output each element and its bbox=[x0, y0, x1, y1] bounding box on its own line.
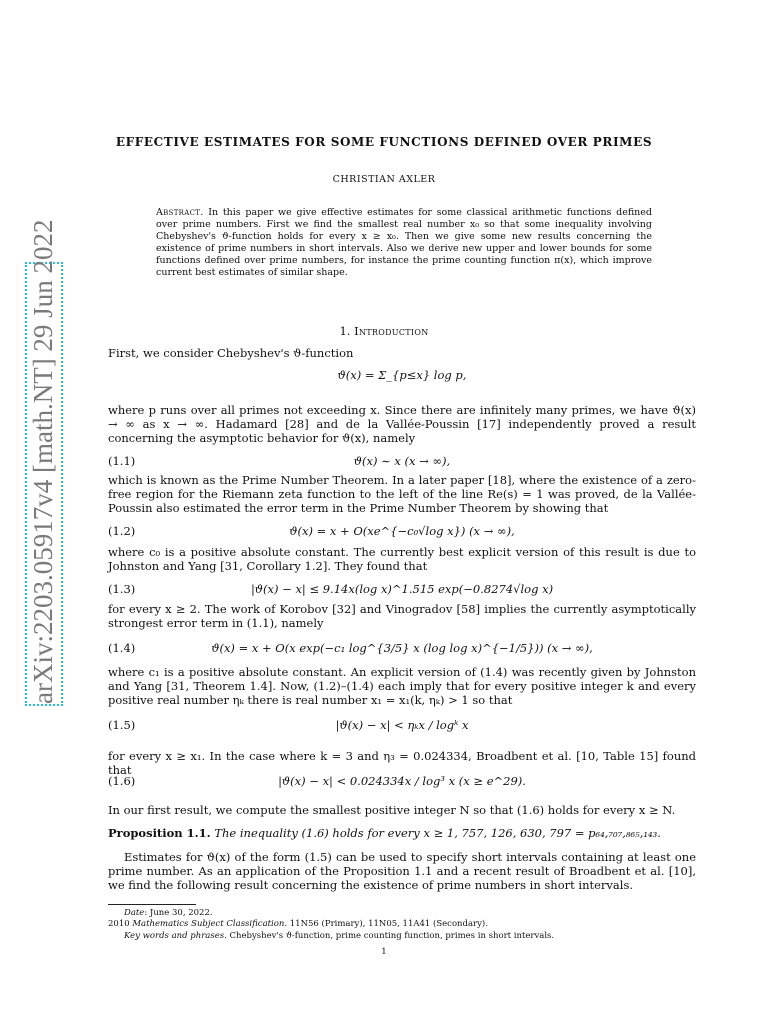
equation-number: (1.4) bbox=[108, 641, 136, 655]
footnote-date bbox=[124, 908, 694, 919]
paragraph-7: for every x ≥ x₁. In the case where k = 3 and η₃ = 0.024334, Broadbent et al. [10, Table 15] found that bbox=[108, 749, 696, 777]
footnote-msc bbox=[108, 919, 678, 930]
section-title: Introduction bbox=[354, 324, 429, 338]
page-number: 1 bbox=[381, 947, 387, 957]
equation-body: |ϑ(x) − x| ≤ 9.14x(log x)^1.515 exp(−0.8274√log x) bbox=[250, 582, 554, 596]
author-name: CHRISTIAN AXLER bbox=[332, 174, 436, 185]
equation-1-5 bbox=[108, 718, 696, 742]
equation-body: |ϑ(x) − x| < ηₖx / logᵏ x bbox=[335, 718, 469, 732]
equation-body: |ϑ(x) − x| < 0.024334x / log³ x (x ≥ e^29). bbox=[278, 774, 526, 788]
footnote-keywords-label: Key words and phrases. bbox=[124, 931, 227, 941]
footnote-keywords-value: Chebyshev's ϑ-function, prime counting function, primes in short intervals. bbox=[226, 931, 555, 941]
equation-number: (1.2) bbox=[108, 524, 136, 538]
footnote-keywords bbox=[124, 931, 694, 942]
paragraph-4: where c₀ is a positive absolute constant. The currently best explicit version of this result is due to Johnston and Yang [31, Corollary 1.2]. They found that bbox=[108, 545, 696, 573]
section-number: 1. bbox=[339, 324, 351, 338]
paper-title: EFFECTIVE ESTIMATES FOR SOME FUNCTIONS DEFINED OVER PRIMES bbox=[115, 135, 653, 149]
equation-number: (1.1) bbox=[108, 454, 136, 468]
paragraph-3: which is known as the Prime Number Theorem. In a later paper [18], where the existence of a zero-free region for the Riemann zeta function to the left of the line Re(s) = 1 was proved, de la Vallée-Poussin also estimated the error term in the Prime Number Theorem by showing that bbox=[108, 473, 696, 515]
equation-theta bbox=[108, 368, 696, 392]
paragraph-5: for every x ≥ 2. The work of Korobov [32] and Vinogradov [58] implies the currently asymptotically strongest error term in (1.1), namely bbox=[108, 602, 696, 630]
equation-body: ϑ(x) = x + O(xe^{−c₀√log x}) (x → ∞), bbox=[289, 524, 515, 538]
equation-theta-body: ϑ(x) = Σ_{p≤x} log p, bbox=[337, 368, 467, 382]
paragraph-6: where c₁ is a positive absolute constant. An explicit version of (1.4) was recently given by Johnston and Yang [31, Theorem 1.4]. Now, (1.2)–(1.4) each imply that for every positive integer k and every positive real number ηₖ there is real number x₁ = x₁(k, ηₖ) > 1 so that bbox=[108, 665, 696, 707]
equation-body: ϑ(x) = x + O(x exp(−c₁ log^{3/5} x (log log x)^{−1/5})) (x → ∞), bbox=[211, 641, 593, 655]
footnote-date-value: : June 30, 2022. bbox=[144, 908, 213, 918]
paragraph-1: First, we consider Chebyshev's ϑ-function bbox=[108, 346, 354, 360]
abstract-label: Abstract. bbox=[156, 207, 204, 218]
equation-1-6 bbox=[108, 774, 696, 798]
equation-1-4 bbox=[108, 641, 696, 665]
equation-number: (1.5) bbox=[108, 718, 136, 732]
proposition-text: The inequality (1.6) holds for every x ≥ 1, 757, 126, 630, 797 = p₆₄,₇₀₇,₈₆₅,₁₄₃. bbox=[214, 826, 661, 840]
equation-body: ϑ(x) ∼ x (x → ∞), bbox=[353, 454, 451, 468]
arxiv-stamp[interactable]: arXiv:2203.05917v4 [math.NT] 29 Jun 2022 bbox=[25, 262, 63, 706]
paragraph-9: Estimates for ϑ(x) of the form (1.5) can be used to specify short intervals containing at least one prime number. As an application of the Proposition 1.1 and a recent result of Broadbent et al. [10], we find the following result concerning the existence of prime numbers in short intervals. bbox=[108, 850, 696, 892]
paragraph-8: In our first result, we compute the smallest positive integer N so that (1.6) holds for every x ≥ N. bbox=[108, 803, 676, 817]
footnote-msc-prefix: 2010 bbox=[108, 919, 133, 929]
equation-number: (1.6) bbox=[108, 774, 136, 788]
paragraph-2: where p runs over all primes not exceeding x. Since there are infinitely many primes, we have ϑ(x) → ∞ as x → ∞. Hadamard [28] and de la Vallée-Poussin [17] independently proved a result concerning the asymptotic behavior for ϑ(x), namely bbox=[108, 403, 696, 445]
section-heading bbox=[0, 324, 768, 338]
footnote-msc-value: 11N56 (Primary), 11N05, 11A41 (Secondary). bbox=[287, 919, 488, 929]
footnote-rule bbox=[108, 904, 196, 905]
footnote-msc-label: Mathematics Subject Classification. bbox=[132, 919, 288, 929]
proposition-label: Proposition 1.1. bbox=[108, 826, 211, 840]
footnote-date-label: Date bbox=[124, 908, 145, 918]
abstract bbox=[156, 207, 652, 279]
equation-number: (1.3) bbox=[108, 582, 136, 596]
proposition bbox=[108, 826, 696, 840]
abstract-text: In this paper we give effective estimates for some classical arithmetic functions defined over prime numbers. First we find the smallest real number x₀ so that some inequality involving Chebyshev's ϑ-function holds for every x ≥ x₀. Then we give some new results concerning the existence of prime numbers in short intervals. Also we derive new upper and lower bounds for some functions defined over prime numbers, for instance the prime counting function π(x), which improve current best estimates of similar shape. bbox=[156, 207, 652, 278]
